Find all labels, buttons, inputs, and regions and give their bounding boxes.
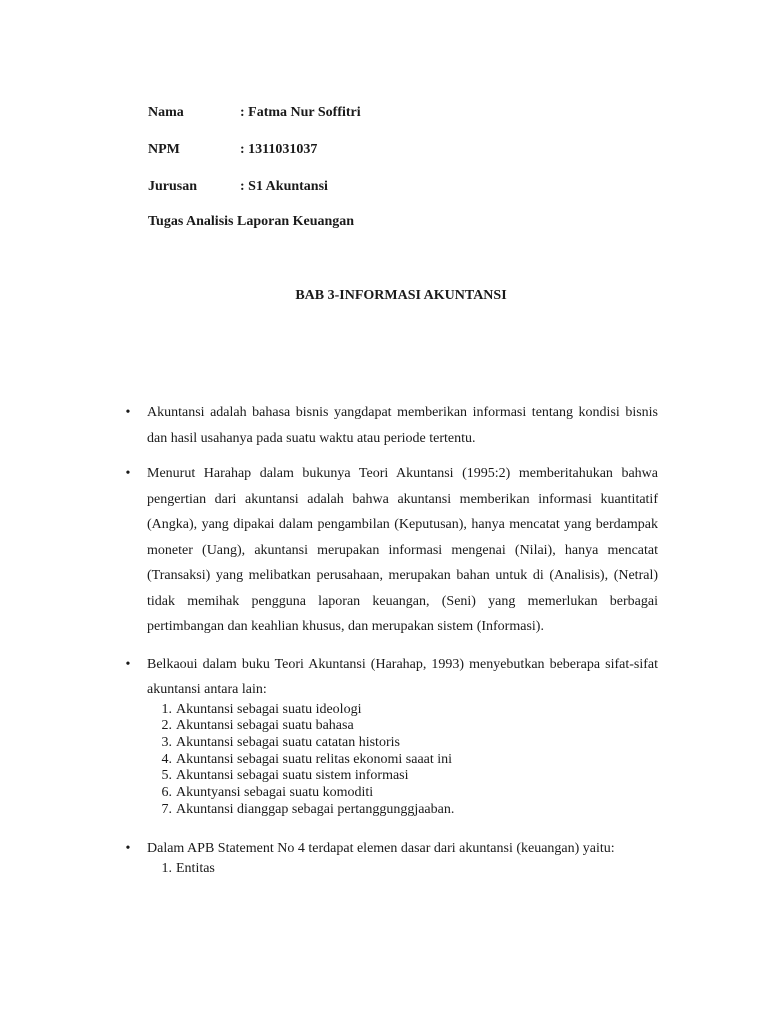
bullet-text: Dalam APB Statement No 4 terdapat elemen dasar dari akuntansi (keuangan) yaitu: [147,841,615,857]
list-item [147,752,658,769]
list-text: Akuntansi sebagai suatu catatan historis [176,734,400,750]
bullet-item [118,461,658,640]
bullet-item [118,652,658,819]
bullet-icon: • [125,466,131,481]
list-item [147,702,658,719]
info-label: Nama [148,105,184,120]
list-item [147,785,658,802]
info-label: NPM [148,142,180,157]
info-label: Jurusan [148,179,198,194]
list-item [147,861,658,878]
info-row-jurusan [148,177,361,214]
numbered-list [147,702,658,819]
bullet-icon: • [125,656,131,672]
list-number: 5. [161,768,172,784]
bullet-list [118,400,658,888]
list-item [147,768,658,785]
list-number: 1. [161,861,172,877]
info-row-npm [148,140,361,177]
list-text: Akuntansi dianggap sebagai pertanggunggjaaban. [176,801,455,817]
bullet-text: Belkaoui dalam buku Teori Akuntansi (Harahap, 1993) menyebutkan beberapa sifat-sifat akuntansi antara lain: [147,656,658,697]
list-text: Akuntansi sebagai suatu relitas ekonomi saaat ini [176,751,453,767]
bullet-icon: • [125,841,131,857]
chapter-title: BAB 3-INFORMASI AKUNTANSI [295,288,507,303]
student-info [148,103,361,214]
list-text: Entitas [176,861,215,877]
list-text: Akuntansi sebagai suatu sistem informasi [176,768,409,784]
list-item [147,735,658,752]
list-item [147,718,658,735]
list-item [147,802,658,819]
bullet-text: Akuntansi adalah bahasa bisnis yangdapat memberikan informasi tentang kondisi bisnis dan hasil usahanya pada suatu waktu atau periode tertentu. [147,405,658,446]
info-row-name [148,103,361,140]
list-number: 2. [161,718,172,734]
info-value: : 1311031037 [240,142,318,157]
numbered-list [147,861,658,878]
list-text: Akuntyansi sebagai suatu komoditi [176,785,374,801]
bullet-icon: • [125,405,131,420]
bullet-text: Menurut Harahap dalam bukunya Teori Akuntansi (1995:2) memberitahukan bahwa pengertian dari akuntansi adalah bahwa akuntansi memberikan informasi kuantitatif (Angka), yang dipakai dalam pengambilan (Keputusan), hanya mencatat yang berdampak moneter (Uang), akuntansi merupakan informasi mengenai (Nilai), hanya mencatat (Transaksi) yang melibatkan perusahaan, merupakan bahan untuk di (Analisis), (Netral) tidak memihak pengguna laporan keuangan, (Seni) yang memerlukan berbagai pertimbangan dan keahlian khusus, dan merupakan sistem (Informasi). [147,466,658,634]
list-number: 4. [161,751,172,767]
list-number: 6. [161,785,172,801]
list-text: Akuntansi sebagai suatu bahasa [176,718,354,734]
bullet-item [118,836,658,878]
list-number: 3. [161,734,172,750]
task-title: Tugas Analisis Laporan Keuangan [148,214,355,229]
bullet-item [118,400,658,451]
list-text: Akuntansi sebagai suatu ideologi [176,701,362,717]
list-number: 1. [161,701,172,717]
info-value: : Fatma Nur Soffitri [240,105,361,120]
list-number: 7. [161,801,172,817]
info-value: : S1 Akuntansi [240,179,328,194]
